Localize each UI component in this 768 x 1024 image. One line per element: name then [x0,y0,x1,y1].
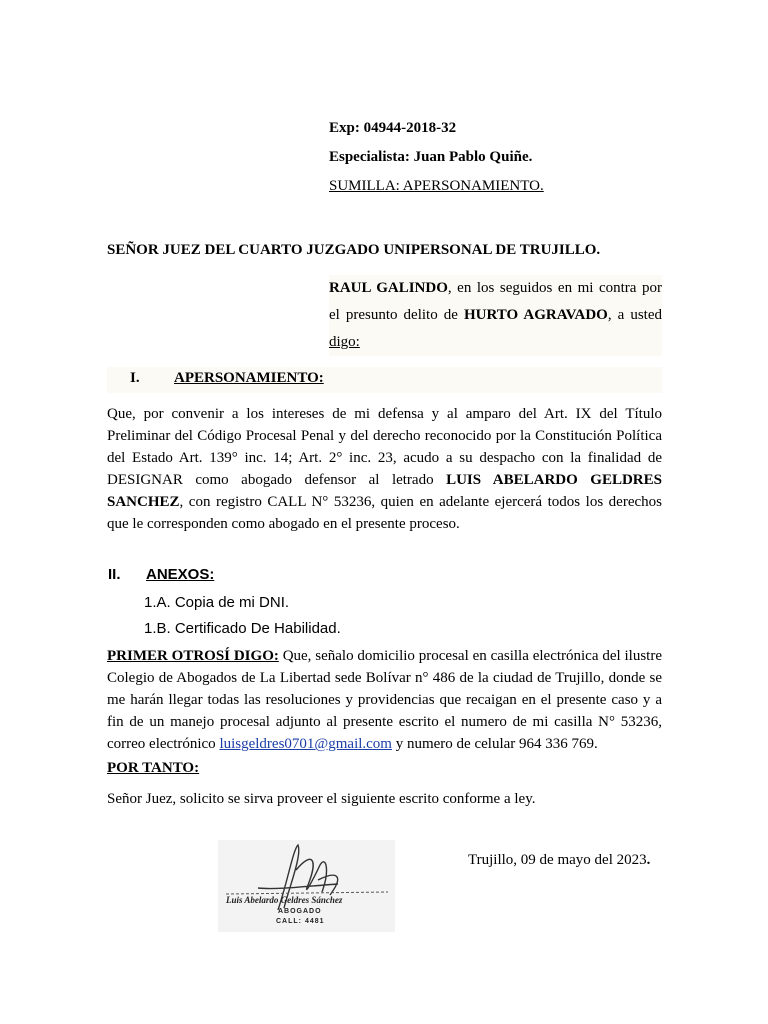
otrosi-label: PRIMER OTROSÍ DIGO: [107,648,279,664]
digo-word: digo: [329,334,360,350]
intro-text-2: , a usted [607,307,662,323]
intro-paragraph [329,275,662,356]
lawyer-name: LUIS ABELARDO GELDRES SANCHEZ [107,472,662,510]
annex-item: 1.B. Certificado De Habilidad. [144,620,341,637]
por-tanto-label: POR TANTO: [107,760,200,776]
section1-title: APERSONAMIENTO: [174,370,324,386]
otrosi-paragraph [107,645,662,755]
otrosi-text-2: y numero de celular 964 336 769. [391,736,598,752]
section1-text-1: Que, por convenir a los intereses de mi defensa y al amparo del Art. IX del Título Preliminar del Código Procesal Penal y del derecho reconocido por la Constitución Política del Estado Art. 139° inc. 14; Art. 2° inc. 23, acudo a su despacho con la finalidad de DESIGNAR como abogado defensor al letrado [107,406,662,488]
sumilla-text: SUMILLA: APERSONAMIENTO. [329,178,544,194]
signature-stamp [218,840,395,932]
otrosi-text-1: Que, señalo domicilio procesal en casilla electrónica del ilustre Colegio de Abogados de La Libertad sede Bolívar n° 486 de la ciudad de Trujillo, donde se me harán llegar todas las resoluciones y providencias que recaigan en el presente caso y a fin de un manejo procesal adjunto al presente escrito el numero de mi casilla N° 53236, correo electrónico [107,648,662,752]
email-link[interactable]: luisgeldres0701@gmail.com [219,736,392,752]
section2-title: ANEXOS: [146,566,215,583]
date-text: Trujillo, 09 de mayo del 2023 [468,852,647,868]
section1-paragraph [107,403,662,535]
signature-name: Luis Abelardo Geldres Sánchez [226,895,343,905]
date-line [468,852,650,869]
especialista-line: Especialista: Juan Pablo Quiñe. [329,149,533,165]
signature-title: ABOGADO [278,908,322,915]
section1-text-2: , con registro CALL N° 53236, quien en adelante ejercerá todos los derechos que le corresponden como abogado en el presente proceso. [107,494,662,532]
signature-reg: CALL: 4481 [276,918,325,925]
expediente-number: Exp: 04944-2018-32 [329,120,457,136]
annex-item: 1.A. Copia de mi DNI. [144,594,290,611]
date-period: . [646,852,651,868]
crime-name: HURTO AGRAVADO [463,307,608,323]
section1-numeral: I. [130,370,140,386]
intro-text-1: , en los seguidos en mi contra por el presunto delito de [329,280,662,323]
por-tanto-text: Señor Juez, solicito se sirva proveer el siguiente escrito conforme a ley. [107,791,536,807]
defendant-name: RAUL GALINDO [329,280,448,296]
sumilla-line [329,178,544,195]
addressee: SEÑOR JUEZ DEL CUARTO JUZGADO UNIPERSONAL DE TRUJILLO. [107,242,601,258]
section2-numeral: II. [108,566,121,583]
section1-heading [107,367,662,393]
